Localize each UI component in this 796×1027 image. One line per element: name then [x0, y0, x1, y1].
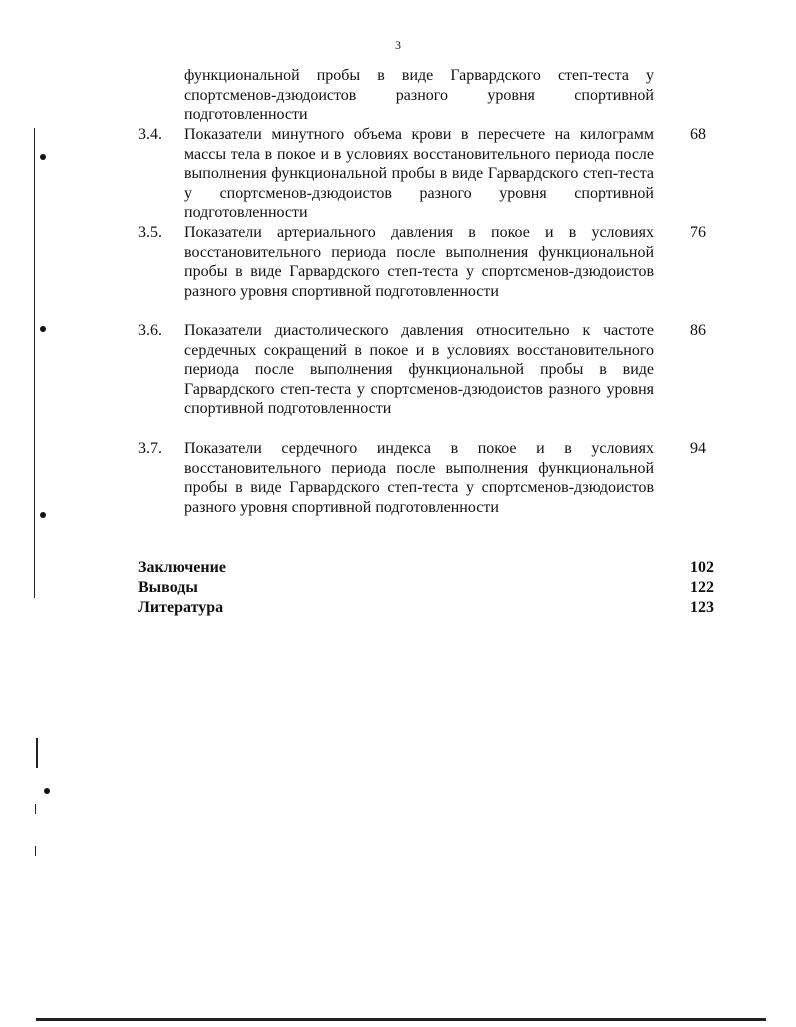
- toc-entry-page: 86: [690, 322, 706, 339]
- toc-section-page: 123: [690, 599, 714, 616]
- scan-artifact-dot: [44, 788, 50, 794]
- toc-entry-page: 68: [690, 126, 706, 143]
- toc-section-findings: [138, 578, 714, 598]
- toc-entry-title: Показатели артериального давления в покое и в условиях восстановительного периода после выполнения функциональной пробы в виде Гарвардского степ-теста у спортсменов-дзюдоистов разного уровня спортивной подготовленности: [184, 224, 654, 300]
- page-number: 3: [395, 38, 401, 52]
- toc-section-page: 102: [690, 559, 714, 576]
- toc-entry-page: 76: [690, 224, 706, 241]
- toc-entry-title: Показатели минутного объема крови в пересчете на килограмм массы тела в покое и в условиях восстановительного периода после выполнения функциональной пробы в виде Гарвардского степ-теста у спортсменов-дзюдоистов разного уровня спортивной подготовленности: [184, 126, 654, 222]
- toc-entry-number: 3.6.: [138, 322, 162, 339]
- toc-continuation-text: функциональной пробы в виде Гарвардского степ-теста у спортсменов-дзюдоистов разного уровня спортивной подготовленности: [184, 67, 654, 124]
- toc-entry-title: Показатели сердечного индекса в покое и в условиях восстановительного периода после выполнения функциональной пробы в виде Гарвардского степ-теста у спортсменов-дзюдоистов разного уровня спортивной подготовленности: [184, 440, 654, 516]
- toc-entry-page: 94: [690, 440, 706, 457]
- toc-entry-number: 3.4.: [138, 126, 162, 143]
- scan-margin-line: [34, 128, 35, 598]
- toc-section-references: [138, 598, 714, 618]
- toc-section-conclusion: [138, 558, 714, 578]
- toc-entry-number: 3.5.: [138, 224, 162, 241]
- scan-bottom-edge: [36, 1018, 766, 1021]
- toc-section-title: Заключение: [138, 559, 226, 576]
- scan-artifact-dot: [40, 154, 46, 160]
- toc-entry-title: Показатели диастолического давления относительно к частоте сердечных сокращений в покое и в условиях восстановительного периода после выполнения функциональной пробы в виде Гарвардского степ-теста у спортсменов-дзюдоистов разного уровня спортивной подготовленности: [184, 322, 654, 418]
- scan-margin-line: [36, 738, 38, 768]
- scan-artifact-dot: [40, 512, 46, 518]
- toc-section-page: 122: [690, 579, 714, 596]
- toc-section-title: Выводы: [138, 579, 198, 596]
- scan-artifact-dot: [40, 326, 46, 332]
- toc-section-title: Литература: [138, 599, 224, 616]
- toc-entry-number: 3.7.: [138, 440, 162, 457]
- scan-margin-line: [35, 846, 36, 856]
- scan-margin-line: [35, 804, 36, 814]
